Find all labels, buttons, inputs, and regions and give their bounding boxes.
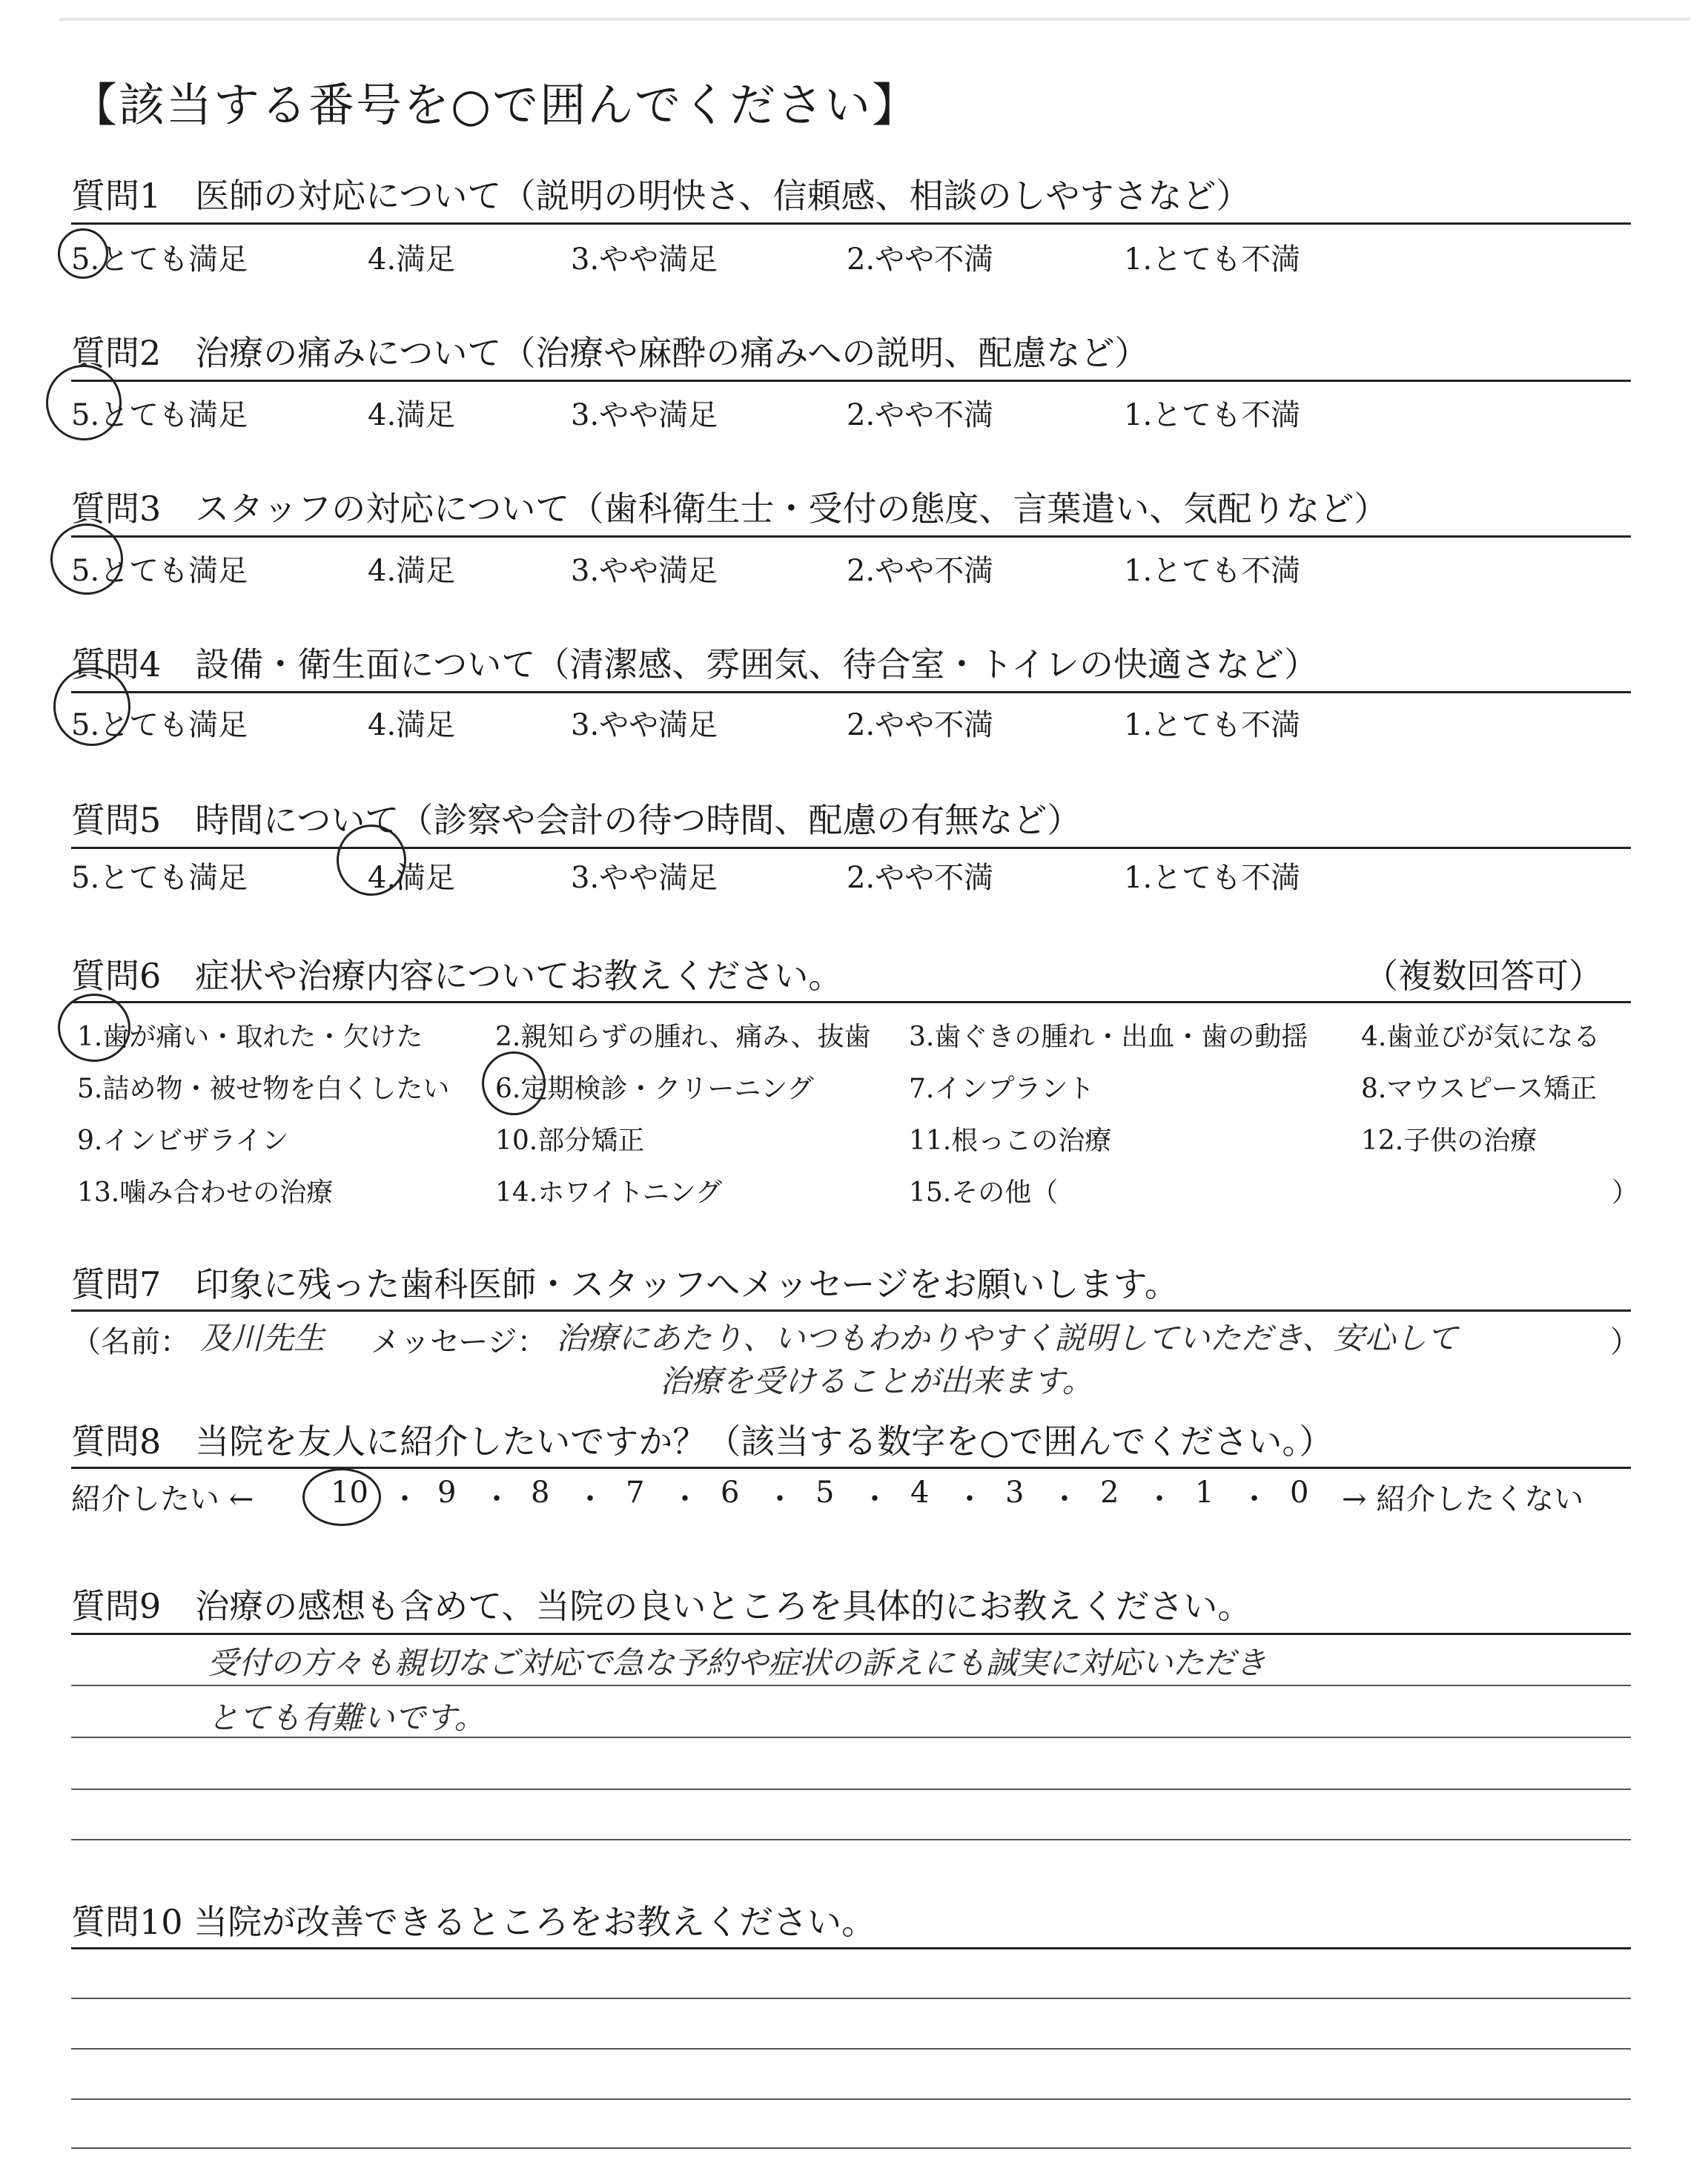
q6-item-2[interactable]: 2.親知らずの腫れ、痛み、抜歯 <box>495 1022 871 1052</box>
q3-option-3[interactable]: 3.やや満足 <box>571 554 718 588</box>
q10-writing-line[interactable] <box>71 1998 1631 1999</box>
q8-right-label: → 紹介したくない <box>1342 1482 1584 1516</box>
q8-scale-7[interactable]: 7 <box>626 1476 645 1510</box>
q6-item-14[interactable]: 14.ホワイトニング <box>495 1178 723 1208</box>
q7-name-value[interactable]: 及川先生 <box>200 1320 325 1356</box>
q9-writing-line <box>71 1839 1631 1840</box>
question-3-rule <box>71 535 1631 538</box>
q9-writing-line <box>71 1737 1631 1738</box>
q4-option-5[interactable]: 5.とても満足 <box>71 708 248 742</box>
q6-item-12[interactable]: 12.子供の治療 <box>1361 1126 1537 1156</box>
q2-option-1[interactable]: 1.とても不満 <box>1124 398 1301 432</box>
q7-close-paren: ） <box>1610 1325 1640 1359</box>
q8-dot: ・ <box>765 1482 795 1516</box>
q4-option-1[interactable]: 1.とても不満 <box>1124 708 1301 742</box>
question-7-rule <box>71 1309 1631 1312</box>
q8-scale-4[interactable]: 4 <box>910 1476 930 1510</box>
q4-option-3[interactable]: 3.やや満足 <box>571 708 718 742</box>
q2-option-2[interactable]: 2.やや不満 <box>847 398 994 432</box>
q8-dot: ・ <box>390 1482 420 1516</box>
q8-dot: ・ <box>670 1482 700 1516</box>
q10-writing-line[interactable] <box>71 2098 1631 2100</box>
question-1-label: 質問1 医師の対応について（説明の明快さ、信頼感、相談のしやすさなど） <box>71 176 1251 216</box>
q7-message-label: メッセージ： <box>371 1325 547 1359</box>
q1-option-1[interactable]: 1.とても不満 <box>1124 242 1301 277</box>
q7-message-line-2[interactable]: 治療を受けることが出来ます。 <box>660 1363 1093 1399</box>
q3-option-5[interactable]: 5.とても満足 <box>71 554 248 588</box>
q2-option-4[interactable]: 4.満足 <box>368 398 456 432</box>
q8-scale-10[interactable]: 10 <box>331 1476 368 1510</box>
question-1-rule <box>71 222 1631 225</box>
q6-item-9[interactable]: 9.インビザライン <box>77 1126 289 1156</box>
q8-dot: ・ <box>482 1482 512 1516</box>
q1-option-5[interactable]: 5.とても満足 <box>71 242 248 277</box>
q6-item-6[interactable]: 6.定期検診・クリーニング <box>495 1074 814 1104</box>
q6-item-15[interactable]: 15.その他（ <box>909 1178 1059 1208</box>
q1-option-2[interactable]: 2.やや不満 <box>847 242 994 277</box>
q5-option-4[interactable]: 4.満足 <box>368 861 456 895</box>
question-9-label: 質問9 治療の感想も含めて、当院の良いところを具体的にお教えください。 <box>71 1586 1252 1626</box>
q8-scale-5[interactable]: 5 <box>815 1476 835 1510</box>
q8-dot: ・ <box>575 1482 605 1516</box>
question-5-label: 質問5 時間について（診察や会計の待つ時間、配慮の有無など） <box>71 800 1082 840</box>
q8-dot: ・ <box>860 1482 890 1516</box>
q6-other-close-paren: ） <box>1612 1178 1639 1208</box>
q6-item-10[interactable]: 10.部分矯正 <box>495 1126 645 1156</box>
q3-option-2[interactable]: 2.やや不満 <box>847 554 994 588</box>
q8-scale-3[interactable]: 3 <box>1005 1476 1025 1510</box>
q9-writing-line <box>71 1685 1631 1686</box>
question-6-note: （複数回答可） <box>1364 956 1603 996</box>
question-8-rule <box>71 1467 1631 1469</box>
q8-scale-1[interactable]: 1 <box>1195 1476 1214 1510</box>
q3-option-1[interactable]: 1.とても不満 <box>1124 554 1301 588</box>
q9-writing-line <box>71 1789 1631 1790</box>
q9-answer-line-2[interactable]: とても有難いです。 <box>208 1700 486 1736</box>
q1-option-4[interactable]: 4.満足 <box>368 242 456 277</box>
q2-option-3[interactable]: 3.やや満足 <box>571 398 718 432</box>
q8-dot: ・ <box>955 1482 984 1516</box>
q7-name-label: （名前： <box>71 1325 190 1359</box>
q6-item-7[interactable]: 7.インプラント <box>909 1074 1095 1104</box>
q8-scale-9[interactable]: 9 <box>437 1476 457 1510</box>
q6-item-5[interactable]: 5.詰め物・被せ物を白くしたい <box>77 1074 450 1104</box>
question-2-label: 質問2 治療の痛みについて（治療や麻酔の痛みへの説明、配慮など） <box>71 333 1149 373</box>
question-9-rule <box>71 1633 1631 1635</box>
q5-option-5[interactable]: 5.とても満足 <box>71 861 248 895</box>
q6-item-11[interactable]: 11.根っこの治療 <box>909 1126 1112 1156</box>
question-2-rule <box>71 380 1631 382</box>
q5-option-1[interactable]: 1.とても不満 <box>1124 861 1301 895</box>
q3-option-4[interactable]: 4.満足 <box>368 554 456 588</box>
q8-scale-0[interactable]: 0 <box>1290 1476 1309 1510</box>
q8-left-label: 紹介したい ← <box>71 1482 254 1516</box>
question-4-rule <box>71 691 1631 693</box>
q4-option-4[interactable]: 4.満足 <box>368 708 456 742</box>
q6-item-13[interactable]: 13.噛み合わせの治療 <box>77 1178 334 1208</box>
q8-dot: ・ <box>1145 1482 1174 1516</box>
q2-option-5[interactable]: 5.とても満足 <box>71 398 248 432</box>
q8-scale-6[interactable]: 6 <box>721 1476 740 1510</box>
q10-writing-line[interactable] <box>71 2147 1631 2149</box>
question-10-label: 質問10 当院が改善できるところをお教えください。 <box>71 1902 876 1942</box>
q8-scale-8[interactable]: 8 <box>531 1476 550 1510</box>
question-7-label: 質問7 印象に残った歯科医師・スタッフへメッセージをお願いします。 <box>71 1264 1179 1304</box>
q5-option-2[interactable]: 2.やや不満 <box>847 861 994 895</box>
q6-item-8[interactable]: 8.マウスピース矯正 <box>1361 1074 1598 1104</box>
q5-option-3[interactable]: 3.やや満足 <box>571 861 718 895</box>
q6-item-3[interactable]: 3.歯ぐきの腫れ・出血・歯の動揺 <box>909 1022 1308 1052</box>
question-5-rule <box>71 847 1631 849</box>
question-6-label: 質問6 症状や治療内容についてお教えください。 <box>71 956 843 996</box>
q8-dot: ・ <box>1239 1482 1269 1516</box>
q7-message-line-1[interactable]: 治療にあたり、いつもわかりやすく説明していただき、安心して <box>556 1320 1458 1356</box>
question-4-label: 質問4 設備・衛生面について（清潔感、雰囲気、待合室・トイレの快適さなど） <box>71 644 1319 684</box>
q1-option-3[interactable]: 3.やや満足 <box>571 242 718 277</box>
q8-scale-2[interactable]: 2 <box>1100 1476 1119 1510</box>
question-3-label: 質問3 スタッフの対応について（歯科衛生士・受付の態度、言葉遣い、気配りなど） <box>71 489 1388 529</box>
top-border <box>59 18 1690 21</box>
question-6-rule <box>71 1001 1631 1003</box>
question-10-rule <box>71 1947 1631 1949</box>
q4-option-2[interactable]: 2.やや不満 <box>847 708 994 742</box>
q10-writing-line[interactable] <box>71 2048 1631 2050</box>
form-title: 【該当する番号を○で囲んでください】 <box>71 78 920 132</box>
q6-item-4[interactable]: 4.歯並びが気になる <box>1361 1022 1601 1052</box>
q6-item-1[interactable]: 1.歯が痛い・取れた・欠けた <box>77 1022 423 1052</box>
q8-dot: ・ <box>1050 1482 1079 1516</box>
question-8-label: 質問8 当院を友人に紹介したいですか？（該当する数字を○で囲んでください。） <box>71 1421 1334 1462</box>
q9-answer-line-1[interactable]: 受付の方々も親切なご対応で急な予約や症状の訴えにも誠実に対応いただき <box>208 1645 1267 1681</box>
